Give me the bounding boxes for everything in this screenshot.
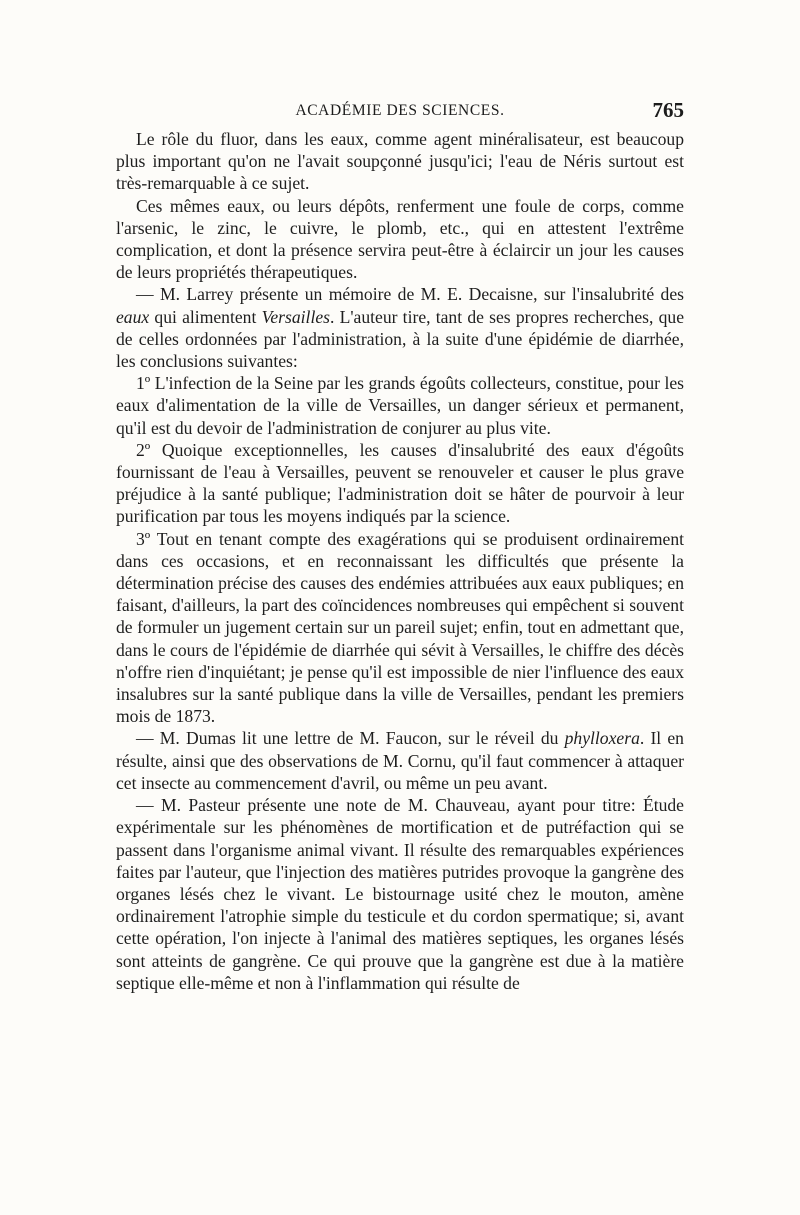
paragraph (116, 727, 684, 794)
paragraph (116, 195, 684, 284)
text-run: Ces mêmes eaux, ou leurs dépôts, renferment une foule de corps, comme l'arsenic, le zinc, le cuivre, le plomb, etc., qui en attestent l'extrême complication, et dont la présence servira peut-être à éclaircir un jour les causes de leurs propriétés thérapeutiques. (116, 195, 684, 283)
italic-text: eaux (116, 306, 150, 327)
italic-text: phylloxera (564, 728, 640, 749)
text-run: — M. Dumas lit une lettre de M. Faucon, sur le réveil du (136, 728, 565, 749)
text-run: 3º Tout en tenant compte des exagérations qui se produisent ordinairement dans ces occasions, et en reconnaissant les difficultés que présente la détermination précise des causes des endémies attribuées aux eaux publiques; en faisant, d'ailleurs, la part des coïncidences nombreuses qui empêchent si souvent de formuler un jugement certain sur un pareil sujet; enfin, tout en admettant que, dans le cours de l'épidémie de diarrhée qui sévit à Versailles, le chiffre des décès n'offre rien d'inquiétant; je pense qu'il est impossible de nier l'influence des eaux insalubres sur la santé publique dans la ville de Versailles, pendant les premiers mois de 1873. (116, 528, 684, 727)
text-run: . Il en résulte, ainsi que des observations de M. Cornu, qu'il faut commencer à attaquer cet insecte au commencement d'avril, ou même un peu avant. (116, 728, 684, 793)
text-run: — M. Larrey présente un mémoire de M. E. Decaisne, sur l'insalubrité des (136, 284, 684, 305)
text-run: Le rôle du fluor, dans les eaux, comme agent minéralisateur, est beaucoup plus important qu'on ne l'avait soupçonné jusqu'ici; l'eau de Néris surtout est très-remarquable à ce sujet. (116, 129, 684, 194)
paragraph (116, 439, 684, 528)
paragraph (116, 283, 684, 372)
paragraph (116, 372, 684, 439)
italic-text: Versailles (261, 306, 330, 327)
paragraph (116, 794, 684, 994)
text-run: — M. Pasteur présente une note de M. Chauveau, ayant pour titre: Étude expérimentale sur les phénomènes de mortification et de putréfaction qui se passent dans l'organisme animal vivant. Il résulte des remarquables expériences faites par l'auteur, que l'injection des matières putrides provoque la gangrène des organes lésés chez le vivant. Le bistournage usité chez le mouton, amène ordinairement l'atrophie simple du testicule et du cordon spermatique; si, avant cette opération, l'on injecte à l'animal des matières septiques, les organes lésés sont atteints de gangrène. Ce qui prouve que la gangrène est due à la matière septique elle-même et non à l'inflammation qui résulte de (116, 795, 684, 993)
page-header (116, 98, 684, 124)
text-run: 2º Quoique exceptionnelles, les causes d'insalubrité des eaux d'égoûts fournissant de l'eau à Versailles, peuvent se renouveler et causer le plus grave préjudice à la santé publique; l'administration doit se hâter de pourvoir à leur purification par tous les moyens indiqués par la science. (116, 439, 684, 527)
body-text (116, 128, 684, 994)
paragraph (116, 528, 684, 728)
text-run: . L'auteur tire, tant de ses propres recherches, que de celles ordonnées par l'administration, à la suite d'une épidémie de diarrhée, les conclusions suivantes: (116, 306, 685, 372)
text-run: 1º L'infection de la Seine par les grands égoûts collecteurs, constitue, pour les eaux d'alimentation de la ville de Versailles, un danger sérieux et permanent, qu'il est du devoir de l'administration de conjurer au plus vite. (116, 373, 684, 438)
text-run: qui alimentent (149, 306, 262, 327)
page-number: 765 (652, 98, 684, 122)
running-title: ACADÉMIE DES SCIENCES. (295, 102, 505, 119)
paragraph (116, 128, 684, 195)
